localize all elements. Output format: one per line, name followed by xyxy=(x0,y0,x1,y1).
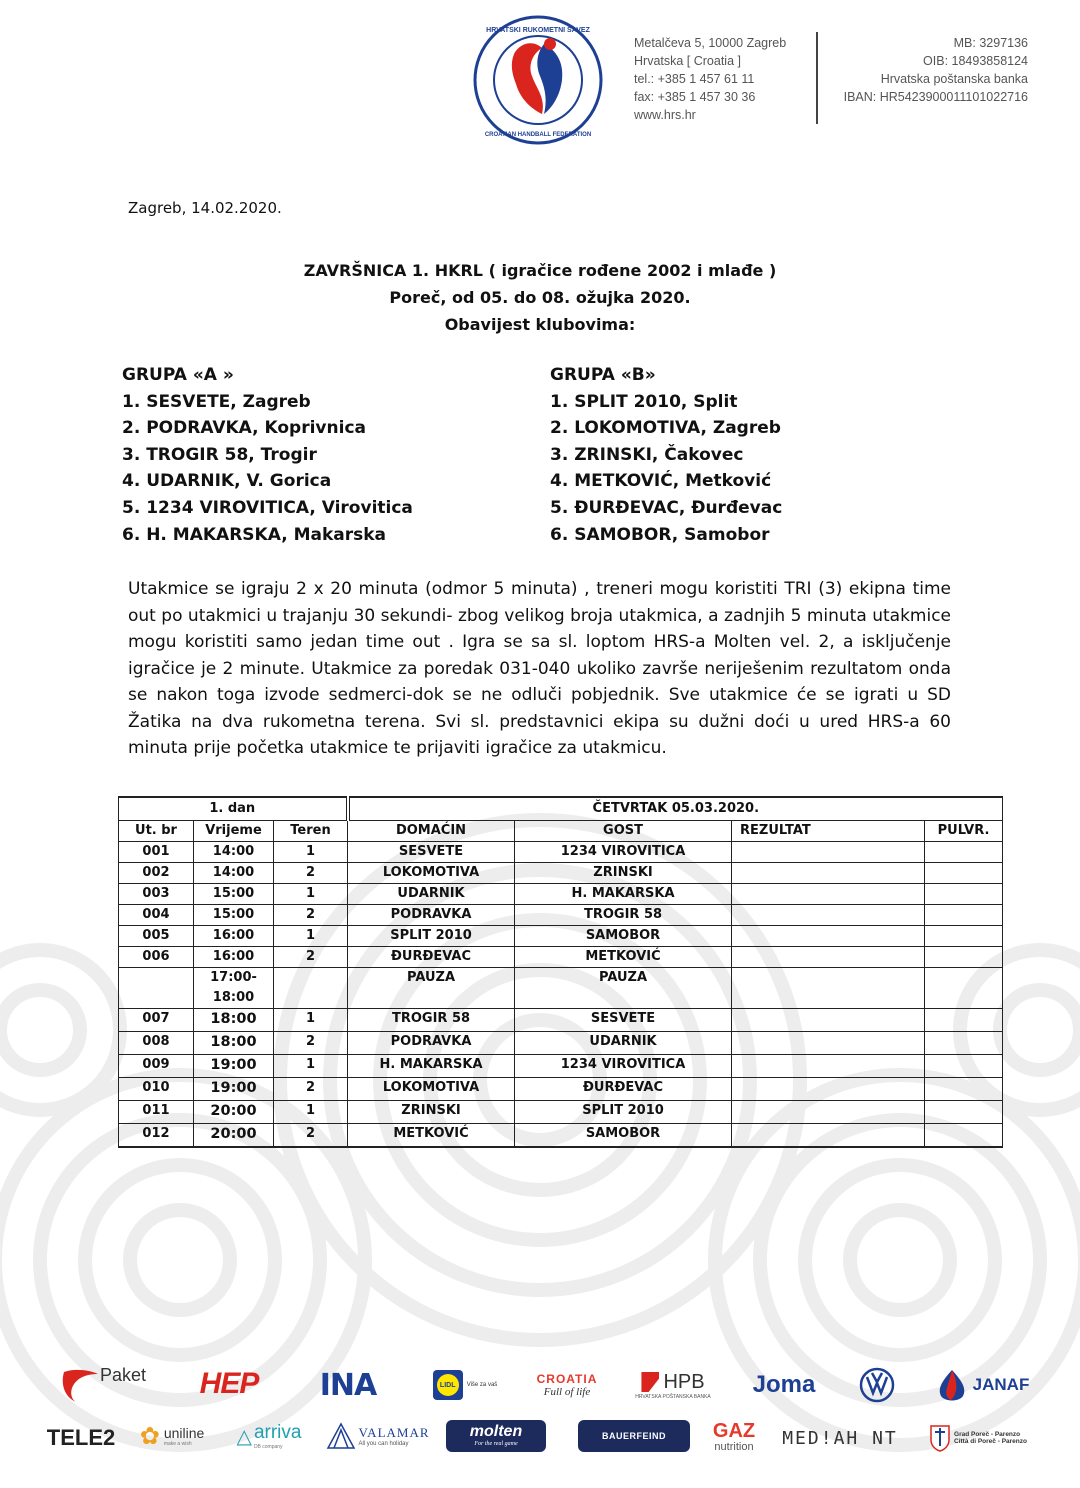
col-header: Teren xyxy=(274,821,348,842)
table-row xyxy=(119,1101,1003,1124)
title-line-1: ZAVRŠNICA 1. HKRL ( igračice rođene 2002 i mlađe ) xyxy=(303,261,777,280)
schedule-header-row xyxy=(119,797,1003,821)
result-cell xyxy=(732,1101,925,1124)
home-team: PODRAVKA xyxy=(348,905,515,926)
table-row xyxy=(119,947,1003,968)
away-team: PAUZA xyxy=(515,968,732,1009)
col-header: GOST xyxy=(515,821,732,842)
sponsor-arriva xyxy=(226,1418,312,1454)
result-cell xyxy=(732,1032,925,1055)
match-time: 16:00 xyxy=(194,926,274,947)
match-time: 20:00 xyxy=(194,1124,274,1148)
away-team: SESVETE xyxy=(515,1009,732,1032)
sponsor-joma xyxy=(742,1368,826,1402)
sponsor-molten xyxy=(446,1420,546,1452)
group-b-team: 1. SPLIT 2010, Split xyxy=(550,391,738,412)
home-team: PAUZA xyxy=(348,968,515,1009)
fax-line: fax: +385 1 457 30 36 xyxy=(634,90,756,104)
match-time: 18:00 xyxy=(194,1032,274,1055)
sponsor-valamar xyxy=(326,1418,430,1454)
registry-block xyxy=(844,34,1028,106)
referee-cell xyxy=(925,926,1003,947)
home-team: TROGIR 58 xyxy=(348,1009,515,1032)
match-time: 16:00 xyxy=(194,947,274,968)
group-b-list xyxy=(550,362,782,548)
arriva-subtitle: DB company xyxy=(253,1444,283,1450)
referee-cell xyxy=(925,1101,1003,1124)
table-row xyxy=(119,1055,1003,1078)
sponsor-paket xyxy=(48,1362,158,1406)
home-team: UDARNIK xyxy=(348,884,515,905)
match-court: 2 xyxy=(274,1032,348,1055)
day-label: 1. dan xyxy=(119,797,348,821)
notice-paragraph: Utakmice se igraju 2 x 20 minuta (odmor 5 minuta) , treneri mogu koristiti TRI (3) ekipna time out po utakmici u trajanju 30 sekundi- zbog velikog broja utakmica, a zadnjih 5 minuta utakmice mogu koristiti samo jedan time out . Igra se sa sl. loptom HRS-a Molten vel. 2, a isključenje igračice je 2 minute. Utakmice za poredak 031-040 ukoliko završe neriješenim rezultatom onda se nakon toga izvode sedmerci-dok se ne odluči pobjednik. Sve utakmice će se igrati u SD Žatika na dva rukometna terena. Svi sl. predstavnici ekipa su dužni doći u ured HRS-a 60 minuta prije početka utakmice te prijaviti igračice za utakmicu. xyxy=(128,579,951,758)
contact-block xyxy=(634,34,786,124)
home-team: LOKOMOTIVA xyxy=(348,863,515,884)
schedule-table xyxy=(118,796,1003,1148)
match-court: 1 xyxy=(274,842,348,863)
referee-cell xyxy=(925,947,1003,968)
result-cell xyxy=(732,1009,925,1032)
mb-line: MB: 3297136 xyxy=(953,36,1028,50)
logo-ring-text-bottom: CROATIAN HANDBALL FEDERATION xyxy=(484,132,592,138)
lidl-logo-text: LIDL xyxy=(437,1374,459,1396)
bauerfeind-logo-text: BAUERFEIND xyxy=(601,1431,666,1441)
mediahunt-logo-text: MED!AH NT xyxy=(782,1427,898,1449)
group-a-title: GRUPA «A » xyxy=(122,365,234,385)
group-b-team: 4. METKOVIĆ, Metković xyxy=(550,471,772,492)
molten-logo-text: molten xyxy=(469,1423,523,1440)
group-a-team: 5. 1234 VIROVITICA, Virovitica xyxy=(122,497,413,518)
sponsor-lidl xyxy=(428,1368,502,1402)
match-no: 009 xyxy=(119,1055,194,1078)
group-b-team: 6. SAMOBOR, Samobor xyxy=(550,524,770,545)
porec-logo-line-2: Città di Poreč - Parenzo xyxy=(954,1438,1027,1445)
match-time: 15:00 xyxy=(194,884,274,905)
valamar-shell-icon xyxy=(326,1422,356,1450)
sponsor-janaf xyxy=(930,1366,1034,1404)
match-court xyxy=(274,968,348,1009)
group-a-team: 3. TROGIR 58, Trogir xyxy=(122,444,317,465)
referee-cell xyxy=(925,905,1003,926)
referee-cell xyxy=(925,842,1003,863)
match-no: 001 xyxy=(119,842,194,863)
lidl-slogan: Više za vaš xyxy=(466,1382,498,1388)
result-cell xyxy=(732,968,925,1009)
phone-line: tel.: +385 1 457 61 11 xyxy=(634,72,755,86)
home-team: H. MAKARSKA xyxy=(348,1055,515,1078)
website-link[interactable]: www.hrs.hr xyxy=(634,108,696,122)
referee-cell xyxy=(925,1032,1003,1055)
letter-title xyxy=(0,257,1080,338)
hpb-logo-text: HPB xyxy=(663,1370,705,1393)
home-team: ĐURĐEVAC xyxy=(348,947,515,968)
match-court: 1 xyxy=(274,1101,348,1124)
croatia-logo-text: CROATIA xyxy=(536,1372,598,1386)
match-no: 007 xyxy=(119,1009,194,1032)
away-team: 1234 VIROVITICA xyxy=(515,842,732,863)
table-row xyxy=(119,884,1003,905)
paket-logo-text: Paket xyxy=(99,1364,147,1385)
referee-cell xyxy=(925,968,1003,1009)
table-row xyxy=(119,1009,1003,1032)
bank-line: Hrvatska poštanska banka xyxy=(880,72,1028,86)
group-a-team: 2. PODRAVKA, Koprivnica xyxy=(122,418,366,439)
away-team: ĐURĐEVAC xyxy=(515,1078,732,1101)
sponsor-croatia xyxy=(528,1362,606,1408)
header-divider xyxy=(816,32,818,124)
match-court: 2 xyxy=(274,1124,348,1148)
match-court: 1 xyxy=(274,1055,348,1078)
match-court: 1 xyxy=(274,884,348,905)
away-team: SAMOBOR xyxy=(515,1124,732,1148)
hpb-subtitle: HRVATSKA POŠTANSKA BANKA xyxy=(635,1393,711,1400)
referee-cell xyxy=(925,863,1003,884)
match-time: 14:00 xyxy=(194,842,274,863)
joma-logo-text: Joma xyxy=(752,1371,816,1398)
gaz-subtitle: nutrition xyxy=(714,1441,754,1453)
sponsor-hpb xyxy=(632,1364,714,1406)
away-team: ZRINSKI xyxy=(515,863,732,884)
table-row xyxy=(119,1124,1003,1148)
match-court: 2 xyxy=(274,905,348,926)
letter-date: Zagreb, 14.02.2020. xyxy=(128,199,282,217)
break-row xyxy=(119,968,1003,1009)
match-time: 14:00 xyxy=(194,863,274,884)
match-no: 004 xyxy=(119,905,194,926)
referee-cell xyxy=(925,884,1003,905)
match-time: 20:00 xyxy=(194,1101,274,1124)
match-no: 002 xyxy=(119,863,194,884)
sponsor-grad-porec xyxy=(922,1422,1034,1454)
result-cell xyxy=(732,842,925,863)
match-no: 003 xyxy=(119,884,194,905)
group-a-team: 4. UDARNIK, V. Gorica xyxy=(122,471,332,492)
gaz-logo-text: GAZ xyxy=(712,1420,756,1442)
ina-logo-text: INA xyxy=(319,1367,377,1403)
match-court: 2 xyxy=(274,947,348,968)
hrs-logo xyxy=(472,14,604,146)
hpb-mark-icon xyxy=(641,1372,659,1392)
match-no: 006 xyxy=(119,947,194,968)
away-team: UDARNIK xyxy=(515,1032,732,1055)
valamar-logo-text: VALAMAR xyxy=(358,1425,430,1440)
referee-cell xyxy=(925,1055,1003,1078)
sponsor-bauerfeind xyxy=(578,1420,690,1452)
sponsor-tele2 xyxy=(46,1420,116,1456)
date-label: ČETVRTAK 05.03.2020. xyxy=(348,797,1003,821)
group-b-team: 3. ZRINSKI, Čakovec xyxy=(550,444,744,465)
title-line-2: Poreč, od 05. do 08. ožujka 2020. xyxy=(389,288,691,307)
group-a-team: 1. SESVETE, Zagreb xyxy=(122,391,311,412)
table-row xyxy=(119,863,1003,884)
table-row xyxy=(119,926,1003,947)
janaf-logo-text: JANAF xyxy=(972,1375,1030,1394)
uniline-logo-text: uniline xyxy=(163,1425,205,1441)
col-header: Ut. br xyxy=(119,821,194,842)
match-court: 1 xyxy=(274,1009,348,1032)
arriva-mark-icon: △ xyxy=(236,1424,252,1448)
result-cell xyxy=(732,947,925,968)
match-time: 19:00 xyxy=(194,1055,274,1078)
col-header: PULVR. xyxy=(925,821,1003,842)
sponsor-hep xyxy=(184,1366,274,1402)
hep-logo-text: HEP xyxy=(199,1367,259,1400)
home-team: SPLIT 2010 xyxy=(348,926,515,947)
column-header-row xyxy=(119,821,1003,842)
match-time: 15:00 xyxy=(194,905,274,926)
vw-logo-icon xyxy=(859,1367,895,1403)
molten-slogan: For the real game xyxy=(474,1441,518,1447)
sponsor-ina xyxy=(306,1368,390,1402)
home-team: SESVETE xyxy=(348,842,515,863)
croatia-slogan: Full of life xyxy=(543,1386,591,1398)
result-cell xyxy=(732,1124,925,1148)
match-no: 012 xyxy=(119,1124,194,1148)
home-team: ZRINSKI xyxy=(348,1101,515,1124)
away-team: TROGIR 58 xyxy=(515,905,732,926)
break-time xyxy=(194,968,274,1009)
match-time: 18:00 xyxy=(194,1009,274,1032)
result-cell xyxy=(732,863,925,884)
sponsor-vw xyxy=(858,1366,896,1404)
break-time-end: 18:00 xyxy=(212,990,255,1005)
porec-coat-of-arms-icon xyxy=(929,1424,951,1452)
group-a-team: 6. H. MAKARSKA, Makarska xyxy=(122,524,387,545)
referee-cell xyxy=(925,1009,1003,1032)
arriva-logo-text: arriva xyxy=(253,1422,302,1443)
country-line: Hrvatska [ Croatia ] xyxy=(634,54,741,68)
group-a-list xyxy=(122,362,413,548)
match-court: 1 xyxy=(274,926,348,947)
match-no: 011 xyxy=(119,1101,194,1124)
paket-swoosh-icon xyxy=(60,1364,100,1404)
group-b-team: 2. LOKOMOTIVA, Zagreb xyxy=(550,418,781,439)
match-court: 2 xyxy=(274,1078,348,1101)
address-line: Metalčeva 5, 10000 Zagreb xyxy=(634,36,787,50)
away-team: METKOVIĆ xyxy=(515,947,732,968)
col-header: REZULTAT xyxy=(732,821,925,842)
home-team: PODRAVKA xyxy=(348,1032,515,1055)
match-no xyxy=(119,968,194,1009)
janaf-drop-icon xyxy=(935,1368,969,1402)
result-cell xyxy=(732,1078,925,1101)
referee-cell xyxy=(925,1124,1003,1148)
sponsor-gaz xyxy=(706,1418,762,1456)
match-no: 008 xyxy=(119,1032,194,1055)
uniline-mark-icon: ✿ xyxy=(139,1422,160,1450)
col-header: DOMAĆIN xyxy=(348,821,515,842)
table-row xyxy=(119,842,1003,863)
result-cell xyxy=(732,884,925,905)
match-court: 2 xyxy=(274,863,348,884)
oib-line: OIB: 18493858124 xyxy=(923,54,1028,68)
iban-line: IBAN: HR5423900011101022716 xyxy=(843,90,1028,104)
result-cell xyxy=(732,905,925,926)
logo-ring-text-top: HRVATSKI RUKOMETNI SAVEZ xyxy=(486,27,590,34)
result-cell xyxy=(732,1055,925,1078)
away-team: SAMOBOR xyxy=(515,926,732,947)
table-row xyxy=(119,905,1003,926)
valamar-slogan: All you can holiday xyxy=(358,1441,409,1447)
home-team: METKOVIĆ xyxy=(348,1124,515,1148)
group-b-team: 5. ĐURĐEVAC, Đurđevac xyxy=(550,497,783,518)
home-team: LOKOMOTIVA xyxy=(348,1078,515,1101)
table-row xyxy=(119,1078,1003,1101)
col-header: Vrijeme xyxy=(194,821,274,842)
match-time: 19:00 xyxy=(194,1078,274,1101)
break-time-start: 17:00- xyxy=(210,970,257,985)
sponsor-uniline xyxy=(132,1416,212,1456)
away-team: H. MAKARSKA xyxy=(515,884,732,905)
result-cell xyxy=(732,926,925,947)
tele2-logo-text: TELE2 xyxy=(46,1425,116,1450)
group-b-title: GRUPA «B» xyxy=(550,365,656,385)
referee-cell xyxy=(925,1078,1003,1101)
away-team: 1234 VIROVITICA xyxy=(515,1055,732,1078)
match-no: 010 xyxy=(119,1078,194,1101)
uniline-slogan: make a wish xyxy=(163,1441,192,1447)
away-team: SPLIT 2010 xyxy=(515,1101,732,1124)
sponsor-mediahunt xyxy=(774,1424,906,1452)
porec-logo-line-1: Grad Poreč - Parenzo xyxy=(954,1431,1021,1438)
title-line-3: Obavijest klubovima: xyxy=(444,315,636,334)
table-row xyxy=(119,1032,1003,1055)
match-no: 005 xyxy=(119,926,194,947)
